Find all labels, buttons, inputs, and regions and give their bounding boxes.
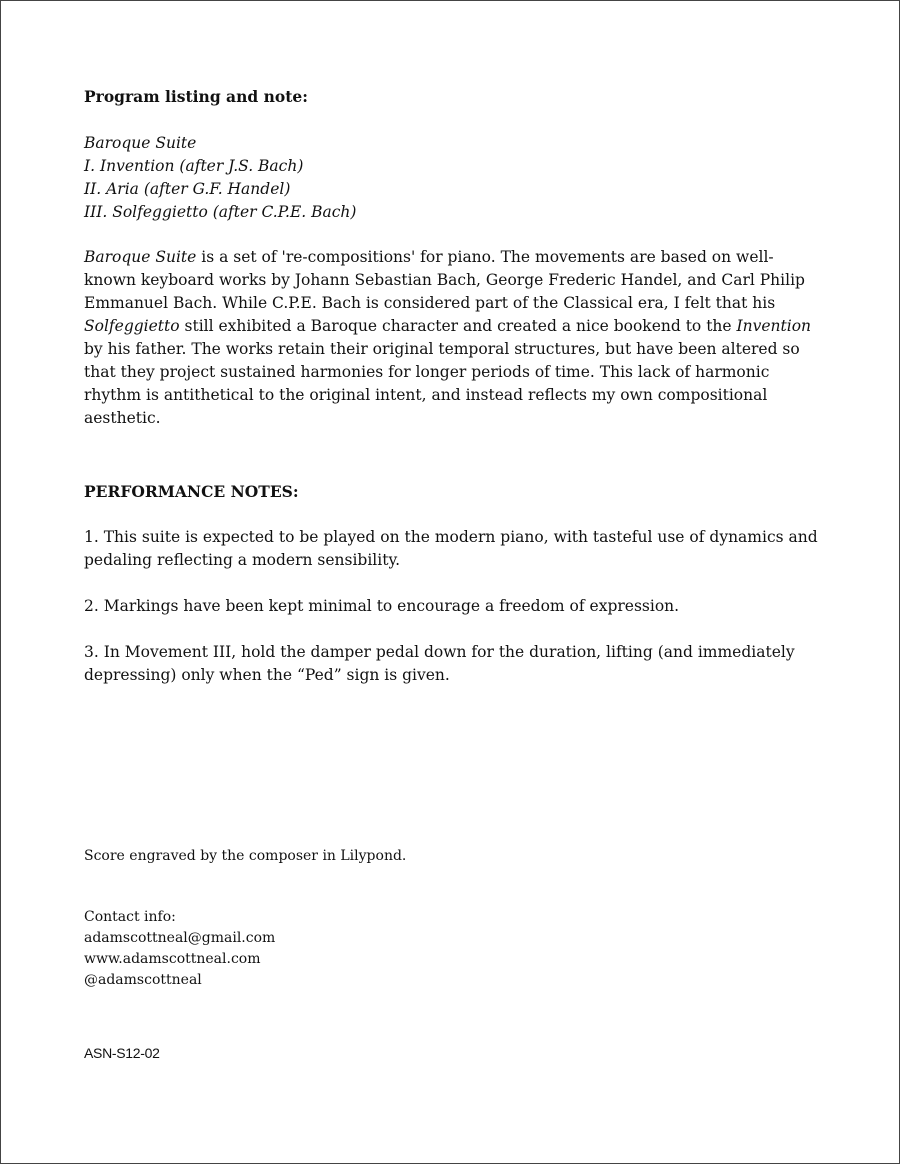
movement-2: II. Aria (after G.F. Handel) xyxy=(84,180,291,198)
movement-3: III. Solfeggietto (after C.P.E. Bach) xyxy=(84,203,357,221)
movement-1: I. Invention (after J.S. Bach) xyxy=(84,157,304,175)
contact-block xyxy=(84,907,824,991)
note-text-2: still exhibited a Baroque character and created a nice bookend to the xyxy=(179,317,737,335)
engraving-credit: Score engraved by the composer in Lilypond. xyxy=(84,848,407,864)
note-title: Baroque Suite xyxy=(84,248,197,266)
performance-heading: PERFORMANCE NOTES: xyxy=(84,482,299,501)
performance-note-2: 2. Markings have been kept minimal to encourage a freedom of expression. xyxy=(84,597,680,615)
note-invention: Invention xyxy=(736,317,812,335)
performance-note-3: 3. In Movement III, hold the damper pedal down for the duration, lifting (and immediately depressing) only when the “Ped” sign is given. xyxy=(84,643,795,684)
contact-email: adamscottneal@gmail.com xyxy=(84,930,276,946)
note-text-3: by his father. The works retain their original temporal structures, but have been altered so that they project sustained harmonies for longer periods of time. This lack of harmonic rhythm is antithetical to the original intent, and instead reflects my own compositional aesthetic. xyxy=(84,340,800,427)
note-text-1: is a set of 're-compositions' for piano. The movements are based on well-known keyboard works by Johann Sebastian Bach, George Frederic Handel, and Carl Philip Emmanuel Bach. While C.P.E. Bach is considered part of the Classical era, I felt that his xyxy=(84,248,805,312)
program-note xyxy=(84,246,824,430)
contact-handle: @adamscottneal xyxy=(84,972,202,988)
suite-title: Baroque Suite xyxy=(84,134,197,152)
catalog-number: ASN-S12-02 xyxy=(84,1045,160,1061)
contact-heading: Contact info: xyxy=(84,909,176,925)
contact-website: www.adamscottneal.com xyxy=(84,951,261,967)
note-solfeggietto: Solfeggietto xyxy=(84,317,180,335)
program-heading: Program listing and note: xyxy=(84,87,308,106)
movement-list xyxy=(84,132,824,224)
performance-note-1: 1. This suite is expected to be played on the modern piano, with tasteful use of dynamics and pedaling reflecting a modern sensibility. xyxy=(84,528,818,569)
